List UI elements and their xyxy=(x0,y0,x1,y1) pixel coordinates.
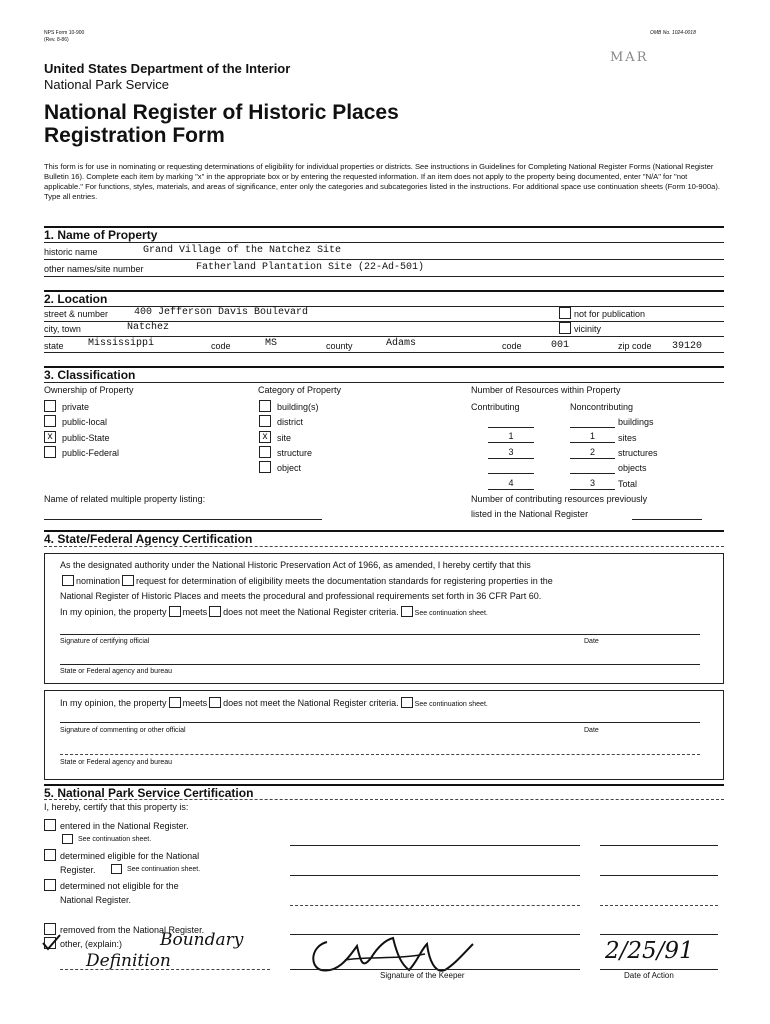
meets-label: meets xyxy=(182,607,208,617)
section3-title: 3. Classification xyxy=(44,368,136,382)
sites-label: sites xyxy=(618,433,637,443)
field-line xyxy=(488,473,534,474)
resources-heading: Number of Resources within Property xyxy=(471,385,621,395)
zip-label: zip code xyxy=(618,341,652,351)
zip-value[interactable]: 39120 xyxy=(672,341,703,352)
multiple-listing-label: Name of related multiple property listing: xyxy=(44,494,206,504)
service-name: National Park Service xyxy=(44,77,169,92)
multiple-listing-line[interactable] xyxy=(44,519,322,520)
total-label: Total xyxy=(618,479,638,489)
other-label: other, (explain:) xyxy=(60,939,123,949)
vicinity-checkbox[interactable] xyxy=(559,322,571,334)
previously-listed-label-1: Number of contributing resources previously xyxy=(471,494,648,504)
category-site-checkbox[interactable]: x xyxy=(259,431,271,443)
other-explanation-2[interactable]: Definition xyxy=(86,951,171,971)
divider xyxy=(44,259,724,260)
continuation2-checkbox[interactable] xyxy=(401,697,413,708)
field-line xyxy=(570,489,615,490)
continuation2-label: See continuation sheet. xyxy=(414,701,488,708)
category-structure-checkbox[interactable] xyxy=(259,446,271,458)
ownership-private-checkbox[interactable] xyxy=(44,400,56,412)
not-for-publication-checkbox[interactable] xyxy=(559,307,571,319)
divider xyxy=(44,382,724,383)
not-eligible-checkbox[interactable] xyxy=(44,879,56,891)
previously-listed-line[interactable] xyxy=(632,519,702,520)
divider xyxy=(44,352,724,353)
state-value[interactable]: Mississippi xyxy=(88,338,155,349)
objects-label: objects xyxy=(618,463,647,473)
request-label: request for determination of eligibility meets the documentation standards for registering properties in the xyxy=(136,576,553,586)
entered-checkbox[interactable] xyxy=(44,819,56,831)
date-of-action-label: Date of Action xyxy=(624,971,674,980)
other-names-label: other names/site number xyxy=(44,264,144,274)
nomination-checkbox[interactable] xyxy=(62,575,74,586)
city-label: city, town xyxy=(44,324,81,334)
ownership-heading: Ownership of Property xyxy=(44,385,134,395)
field-line xyxy=(488,427,534,428)
other-explanation-1[interactable]: Boundary xyxy=(160,930,244,950)
meets2-label: meets xyxy=(182,698,208,708)
nps-form-number: NPS Form 10-900 xyxy=(44,30,85,36)
other-names-value[interactable]: Fatherland Plantation Site (22-Ad-501) xyxy=(196,262,425,273)
signature-line[interactable] xyxy=(60,634,700,635)
received-stamp: MAR xyxy=(610,50,649,65)
other-explanation-line xyxy=(60,969,270,970)
section5-title: 5. National Park Service Certification xyxy=(44,786,254,800)
noncontributing-heading: Noncontributing xyxy=(570,402,634,412)
not-eligible-date-line[interactable] xyxy=(600,905,718,906)
eligible-signature-line[interactable] xyxy=(290,875,580,876)
meets-checkbox[interactable] xyxy=(169,606,181,617)
commenting-signature-label: Signature of commenting or other official xyxy=(60,727,186,734)
removed-date-line[interactable] xyxy=(600,934,718,935)
ownership-public-local-checkbox[interactable] xyxy=(44,415,56,427)
contributing-sites-value[interactable]: 1 xyxy=(508,431,514,441)
not-for-publication-label: not for publication xyxy=(574,309,646,319)
divider xyxy=(44,290,724,292)
divider xyxy=(44,366,724,368)
cert-line3: National Register of Historic Places and meets the procedural and professional requirements set forth in 36 CFR Part 60. xyxy=(60,591,542,601)
determined-eligible-checkbox[interactable] xyxy=(44,849,56,861)
contributing-total-value[interactable]: 4 xyxy=(508,478,514,488)
not-eligible-signature-line[interactable] xyxy=(290,905,580,906)
cert-line1: As the designated authority under the National Historic Preservation Act of 1966, as amended, I hereby certify that this xyxy=(60,560,531,570)
category-building-label: building(s) xyxy=(277,402,319,412)
date-of-action-line[interactable] xyxy=(600,969,718,970)
ownership-private-label: private xyxy=(62,402,90,412)
agency-line[interactable] xyxy=(60,664,700,665)
request-checkbox[interactable] xyxy=(122,575,134,586)
historic-name-label: historic name xyxy=(44,247,98,257)
agency2-line[interactable] xyxy=(60,754,700,755)
certifying-agency-label: State or Federal agency and bureau xyxy=(60,668,173,675)
field-line xyxy=(570,473,615,474)
does-not-meet-checkbox[interactable] xyxy=(209,606,221,617)
field-line xyxy=(488,442,534,443)
signature2-line[interactable] xyxy=(60,722,700,723)
does-not-meet2-checkbox[interactable] xyxy=(209,697,221,708)
ownership-public-federal-label: public-Federal xyxy=(62,448,120,458)
noncontributing-structures-value[interactable]: 2 xyxy=(589,447,595,457)
entered-continuation-label: See continuation sheet. xyxy=(78,836,152,843)
ownership-public-local-label: public-local xyxy=(62,417,108,427)
date-of-action-value[interactable]: 2/25/91 xyxy=(605,938,694,964)
field-line xyxy=(488,458,534,459)
category-object-label: object xyxy=(277,463,302,473)
entered-continuation-checkbox[interactable] xyxy=(62,834,73,844)
historic-name-value[interactable]: Grand Village of the Natchez Site xyxy=(143,245,342,256)
category-district-checkbox[interactable] xyxy=(259,415,271,427)
determined-eligible-label-2: Register. xyxy=(60,865,96,875)
commenting-date-label: Date xyxy=(584,727,599,734)
continuation-label: See continuation sheet. xyxy=(414,610,488,617)
structures-label: structures xyxy=(618,448,658,458)
keeper-signature-label: Signature of the Keeper xyxy=(380,971,465,980)
buildings-label: buildings xyxy=(618,417,654,427)
commenting-agency-label: State or Federal agency and bureau xyxy=(60,759,173,766)
nomination-label: nomination xyxy=(76,576,121,586)
eligible-date-line[interactable] xyxy=(600,875,718,876)
section2-title: 2. Location xyxy=(44,292,108,306)
contributing-heading: Contributing xyxy=(471,402,520,412)
keeper-signature-line[interactable] xyxy=(290,969,580,970)
keeper-certify-label: I, hereby, certify that this property is: xyxy=(44,802,189,812)
checkmark-icon xyxy=(40,933,62,953)
form-title-line2: Registration Form xyxy=(44,124,225,147)
noncontributing-sites-value[interactable]: 1 xyxy=(589,431,595,441)
not-eligible-label-2: National Register. xyxy=(60,895,132,905)
category-district-label: district xyxy=(277,417,304,427)
field-line xyxy=(570,427,615,428)
divider xyxy=(44,546,724,547)
opinion-label: In my opinion, the property xyxy=(60,607,167,617)
not-eligible-label-1: determined not eligible for the xyxy=(60,881,179,891)
noncontributing-total-value[interactable]: 3 xyxy=(589,478,595,488)
entered-label: entered in the National Register. xyxy=(60,821,189,831)
section1-title: 1. Name of Property xyxy=(44,228,158,242)
category-heading: Category of Property xyxy=(258,385,342,395)
form-revision: (Rev. 8-86) xyxy=(44,37,69,43)
form-instructions: This form is for use in nominating or requesting determinations of eligibility for individual properties or districts. See instructions in Guidelines for Completing National Register Forms (National Register Bulletin 16). Complete each item by marking "x" in the appropriate box or by entering the requested information. If an item does not apply to the property being documented, enter "N/A" for "not applicable." For functions, styles, materials, and areas of significance, enter only the categories and subcategories listed in the instructions. For additional space use continuation sheets (Form 10-900a). Type all entries. xyxy=(44,162,720,201)
ownership-public-state-label: public-State xyxy=(62,433,110,443)
county-code-value[interactable]: 001 xyxy=(551,340,570,351)
previously-listed-label-2: listed in the National Register xyxy=(471,509,589,519)
divider xyxy=(44,242,724,243)
city-value[interactable]: Natchez xyxy=(127,322,170,333)
certifying-signature-label: Signature of certifying official xyxy=(60,638,150,645)
certifying-date-label: Date xyxy=(584,638,599,645)
does-not-meet-label: does not meet the National Register criteria. xyxy=(223,607,399,617)
eligible-continuation-label: See continuation sheet. xyxy=(127,866,201,873)
entered-signature-line[interactable] xyxy=(290,845,580,846)
entered-date-line[interactable] xyxy=(600,845,718,846)
continuation-checkbox[interactable] xyxy=(401,606,413,617)
field-line xyxy=(570,442,615,443)
street-value[interactable]: 400 Jefferson Davis Boulevard xyxy=(134,307,309,318)
vicinity-label: vicinity xyxy=(574,324,602,334)
does-not-meet2-label: does not meet the National Register criteria. xyxy=(223,698,399,708)
divider xyxy=(44,799,724,800)
divider xyxy=(44,336,724,337)
contributing-structures-value[interactable]: 3 xyxy=(508,447,514,457)
category-structure-label: structure xyxy=(277,448,313,458)
field-line xyxy=(570,458,615,459)
state-code-label: code xyxy=(211,341,231,351)
omb-number: OMB No. 1024-0018 xyxy=(650,30,696,36)
ownership-public-federal-checkbox[interactable] xyxy=(44,446,56,458)
removed-label: removed from the National Register. xyxy=(60,925,205,935)
form-title-line1: National Register of Historic Places xyxy=(44,101,399,124)
state-label: state xyxy=(44,341,64,351)
department-name: United States Department of the Interior xyxy=(44,61,291,76)
meets2-checkbox[interactable] xyxy=(169,697,181,708)
opinion2-label: In my opinion, the property xyxy=(60,698,167,708)
street-label: street & number xyxy=(44,309,109,319)
category-building-checkbox[interactable] xyxy=(259,400,271,412)
county-value[interactable]: Adams xyxy=(386,338,417,349)
ownership-public-state-checkbox[interactable]: x xyxy=(44,431,56,443)
eligible-continuation-checkbox[interactable] xyxy=(111,864,122,874)
category-object-checkbox[interactable] xyxy=(259,461,271,473)
category-site-label: site xyxy=(277,433,292,443)
divider xyxy=(44,276,724,277)
county-code-label: code xyxy=(502,341,522,351)
state-code-value[interactable]: MS xyxy=(265,338,278,349)
county-label: county xyxy=(326,341,353,351)
field-line xyxy=(488,489,534,490)
determined-eligible-label-1: determined eligible for the National xyxy=(60,851,200,861)
section4-title: 4. State/Federal Agency Certification xyxy=(44,532,253,546)
